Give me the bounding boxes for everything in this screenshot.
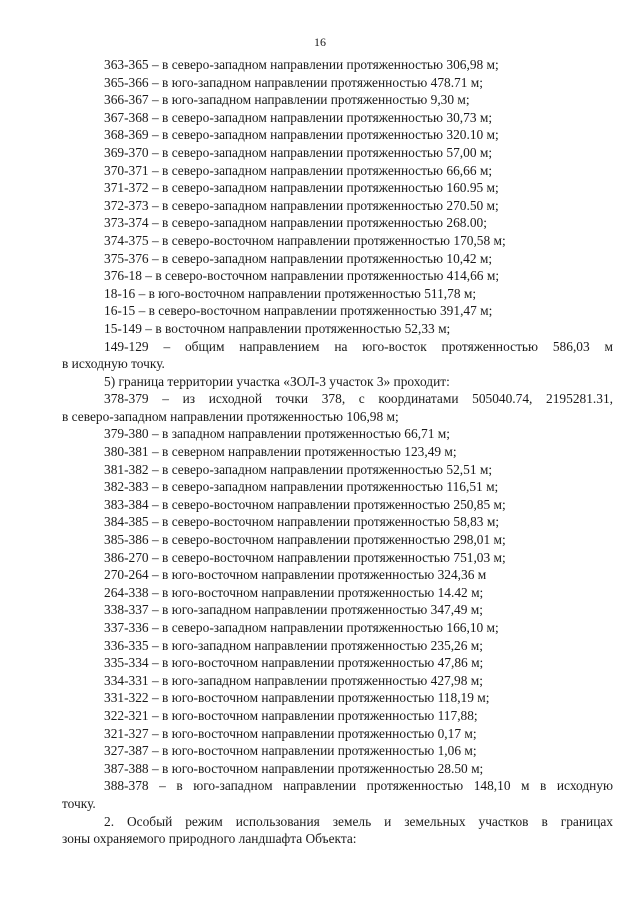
clause-2-continuation: зоны охраняемого природного ландшафта Объекта: — [62, 831, 357, 847]
boundary-segment-line: 383-384 – в северо-восточном направлении протяженностью 250,85 м; — [104, 496, 506, 512]
section-5-heading: 5) граница территории участка «ЗОЛ-3 участок 3» проходит: — [104, 373, 450, 389]
boundary-segment-line: 335-334 – в юго-восточном направлении протяженностью 47,86 м; — [104, 655, 484, 671]
clause-2-heading: 2. Особый режим использования земель и земельных участков в границах — [104, 813, 613, 829]
boundary-segment-line: 336-335 – в юго-западном направлении протяженностью 235,26 м; — [104, 637, 483, 653]
boundary-segment-line: 368-369 – в северо-западном направлении протяженностью 320.10 м; — [104, 127, 499, 143]
boundary-segment-line: 381-382 – в северо-западном направлении протяженностью 52,51 м; — [104, 461, 493, 477]
boundary-segment-line: 337-336 – в северо-западном направлении протяженностью 166,10 м; — [104, 620, 499, 635]
boundary-line-388-378: 388-378 – в юго-западном направлении протяженностью 148,10 м в исходную — [104, 778, 613, 794]
boundary-segment-line: 371-372 – в северо-западном направлении протяженностью 160.95 м; — [104, 180, 499, 196]
boundary-line-378-379-continuation: в северо-западном направлении протяженностью 106,98 м; — [62, 408, 399, 424]
boundary-segment-line: 322-321 – в юго-восточном направлении протяженностью 117,88; — [104, 707, 478, 723]
boundary-segment-line: 379-380 – в западном направлении протяженностью 66,71 м; — [104, 426, 450, 442]
boundary-segment-line: 372-373 – в северо-западном направлении протяженностью 270.50 м; — [104, 197, 499, 213]
boundary-segment-line: 385-386 – в северо-восточном направлении протяженностью 298,01 м; — [104, 532, 506, 548]
boundary-segment-line: 373-374 – в северо-западном направлении протяженностью 268.00; — [104, 215, 487, 231]
boundary-line-149-129: 149-129 – общим направлением на юго-восток протяженностью 586,03 м — [104, 338, 613, 354]
boundary-segment-line: 321-327 – в юго-восточном направлении протяженностью 0,17 м; — [104, 725, 477, 741]
boundary-segment-line: 270-264 – в юго-восточном направлении протяженностью 324,36 м — [104, 567, 487, 583]
boundary-segment-line: 387-388 – в юго-восточном направлении протяженностью 28.50 м; — [104, 760, 484, 776]
boundary-line-378-379: 378-379 – из исходной точки 378, с координатами 505040.74, 2195281.31, — [104, 391, 613, 407]
boundary-line-149-129-continuation: в исходную точку. — [62, 356, 165, 372]
boundary-segment-line: 363-365 – в северо-западном направлении протяженностью 306,98 м; — [104, 57, 499, 72]
boundary-segment-line: 264-338 – в юго-восточном направлении протяженностью 14.42 м; — [104, 584, 484, 600]
boundary-segment-line: 366-367 – в юго-западном направлении протяженностью 9,30 м; — [104, 92, 470, 108]
boundary-segment-line: 331-322 – в юго-восточном направлении протяженностью 118,19 м; — [104, 690, 490, 706]
boundary-list-part1 — [62, 56, 613, 338]
boundary-segment-line: 382-383 – в северо-западном направлении протяженностью 116,51 м; — [104, 479, 499, 495]
boundary-segment-line: 369-370 – в северо-западном направлении протяженностью 57,00 м; — [104, 144, 493, 160]
boundary-segment-line: 376-18 – в северо-восточном направлении протяженностью 414,66 м; — [104, 268, 500, 284]
boundary-segment-line: 374-375 – в северо-восточном направлении протяженностью 170,58 м; — [104, 232, 506, 248]
boundary-line-388-378-continuation: точку. — [62, 795, 96, 811]
boundary-segment-line: 338-337 – в юго-западном направлении протяженностью 347,49 м; — [104, 602, 483, 618]
boundary-segment-line: 367-368 – в северо-западном направлении протяженностью 30,73 м; — [104, 109, 493, 125]
boundary-segment-line: 334-331 – в юго-западном направлении протяженностью 427,98 м; — [104, 672, 483, 688]
boundary-segment-line: 365-366 – в юго-западном направлении протяженностью 478.71 м; — [104, 74, 483, 90]
boundary-list-part2 — [62, 425, 613, 777]
page-number: 16 — [314, 35, 326, 49]
boundary-segment-line: 327-387 – в юго-восточном направлении протяженностью 1,06 м; — [104, 743, 477, 759]
boundary-segment-line: 15-149 – в восточном направлении протяженностью 52,33 м; — [104, 320, 451, 336]
boundary-segment-line: 375-376 – в северо-западном направлении протяженностью 10,42 м; — [104, 250, 493, 266]
boundary-segment-line: 370-371 – в северо-западном направлении протяженностью 66,66 м; — [104, 162, 493, 178]
boundary-segment-line: 386-270 – в северо-восточном направлении протяженностью 751,03 м; — [104, 549, 506, 565]
document-body — [62, 56, 613, 848]
boundary-segment-line: 16-15 – в северо-восточном направлении протяженностью 391,47 м; — [104, 303, 493, 319]
boundary-segment-line: 18-16 – в юго-восточном направлении протяженностью 511,78 м; — [104, 285, 477, 301]
boundary-segment-line: 384-385 – в северо-восточном направлении протяженностью 58,83 м; — [104, 514, 500, 530]
boundary-segment-line: 380-381 – в северном направлении протяженностью 123,49 м; — [104, 444, 457, 460]
